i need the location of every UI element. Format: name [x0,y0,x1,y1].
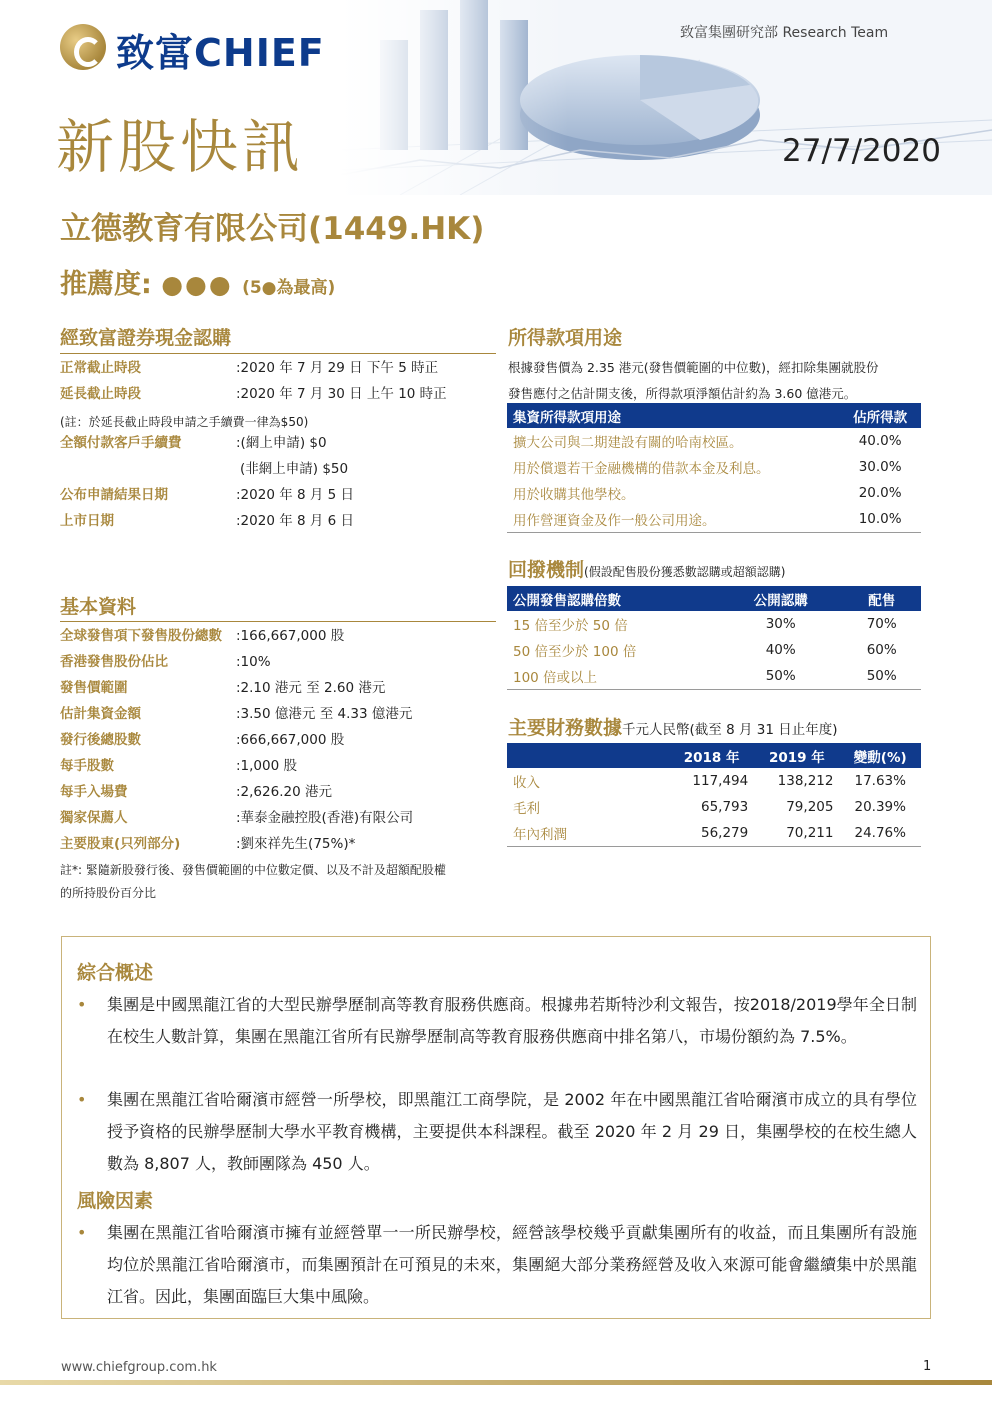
cell-times: 100 倍或以上 [507,663,719,690]
item-value: :2020 年 7 月 29 日 下午 5 時正 [236,360,439,376]
cell-placing: 50% [842,663,921,690]
list-item [60,623,496,649]
logo-text: 致富CHIEF [116,31,325,75]
basic-info-list [60,623,496,857]
cell-change: 17.63% [854,773,906,789]
item-key: 上市日期 [60,513,114,529]
clawback-subheading: (假設配售股份獲悉數認購或超額認購) [584,565,786,579]
list-item [60,508,496,534]
table-row [507,506,921,533]
item-key: 全球發售項下發售股份總數 [60,628,222,644]
cell-2019: 70,211 [754,820,839,847]
item-value: (非網上申請) $50 [240,461,349,477]
cell-item: 收入 [513,775,540,791]
clawback-table [507,586,921,690]
cell-2019: 138,212 [777,773,834,789]
subscription-heading: 經致富證券現金認購 [60,327,232,349]
overview-heading: 綜合概述 [77,962,154,984]
table-row [507,637,921,663]
item-key: 估計集資金額 [60,706,141,722]
item-key: 每手股數 [60,758,114,774]
cell-times: 15 倍至少於 50 倍 [513,618,628,634]
item-value: :華泰金融控股(香港)有限公司 [236,810,414,826]
cell-pct: 40.0% [858,433,902,449]
list-item [60,727,496,753]
cell-public: 40% [765,642,796,658]
item-key: 正常截止時段 [60,360,141,376]
cell-change: 24.76% [839,820,921,847]
logo-icon [60,24,106,70]
financials-heading: 主要財務數據 [508,717,623,739]
item-value: :2020 年 7 月 30 日 上午 10 時正 [236,386,447,402]
cell-times: 50 倍至少於 100 倍 [513,644,637,660]
item-value: :1,000 股 [236,758,297,774]
clawback-heading-row [508,555,785,582]
table-row [507,428,921,454]
list-item [60,753,496,779]
item-key: 發售價範圍 [60,680,128,696]
cell-placing: 70% [866,616,897,632]
divider [60,621,496,622]
table-header-row [507,586,921,611]
divider [60,353,496,354]
cell-placing: 60% [866,642,897,658]
shareholder-note-line1: 註*: 緊隨新股發行後、發售價範圍的中位數定價、以及不計及超額配股權 [60,863,446,877]
item-key: 延長截止時段 [60,386,141,402]
item-value: :2,626.20 港元 [236,784,332,800]
list-item [60,430,496,456]
list-item [60,456,496,482]
item-key: 主要股東(只列部分) [60,836,181,852]
table-row [507,820,921,847]
table-row [507,663,921,690]
table-row [507,480,921,506]
proceeds-table [507,403,921,533]
list-item [60,649,496,675]
list-item [60,831,496,857]
clawback-heading: 回撥機制 [508,559,585,581]
basic-info-heading: 基本資料 [60,596,137,618]
col-header-2018: 2018 年 [669,743,754,768]
cell-item: 毛利 [513,801,540,817]
financials-heading-row [508,713,837,740]
item-value: :10% [236,654,271,670]
table-row [507,611,921,637]
list-item [60,779,496,805]
cell-use: 用於償還若干金融機構的借款本金及利息。 [513,461,770,477]
research-team-label: 致富集團研究部 Research Team [680,25,889,41]
footer-bar [0,1380,992,1385]
list-item [60,381,496,407]
item-value: :2020 年 8 月 5 日 [236,487,355,503]
col-header-2019: 2019 年 [754,743,839,768]
item-value: :2020 年 8 月 6 日 [236,513,355,529]
table-row [507,768,921,794]
cell-use: 用作營運資金及作一般公司用途。 [507,506,839,533]
cell-2018: 117,494 [692,773,749,789]
list-item [60,675,496,701]
cell-2019: 79,205 [786,799,834,815]
item-value: :166,667,000 股 [236,628,345,644]
col-header-pct: 佔所得款 [839,403,921,428]
cell-2018: 56,279 [669,820,754,847]
rating-label: 推薦度: [60,269,152,300]
table-row [507,454,921,480]
risk-bullet: • 集團在黑龍江省哈爾濱市擁有並經營單一一所民辦學校，經營該學校幾乎貢獻集團所有的收益，而且集團所有設施均位於黑龍江省哈爾濱市，而集團預計在可預見的未來，集團絕大部分業務經營及收入來源可能會繼續集中於黑龍江省。因此，集團面臨巨大集中風險。 [107,1217,917,1313]
subscription-list [60,355,496,545]
series-title: 新股快訊 [56,113,305,181]
col-header-placing: 配售 [842,586,921,611]
financials-subheading: 千元人民幣(截至 8 月 31 日止年度) [622,722,838,738]
risk-heading: 風險因素 [77,1190,154,1212]
item-value: :(網上申請) $0 [236,435,327,451]
col-header-public: 公開認購 [719,586,842,611]
list-item [60,701,496,727]
table-header-row [507,743,921,768]
shareholder-note-line2: 的所持股份百分比 [60,886,157,900]
item-value: :劉來祥先生(75%)* [236,836,356,852]
item-value: :2.10 港元 至 2.60 港元 [236,680,386,696]
proceeds-intro-line2: 發售應付之估計開支後，所得款項淨額估計約為 3.60 億港元。 [508,386,857,401]
company-title: 立德教育有限公司(1449.HK) [60,211,485,247]
overview-bullet: • 集團在黑龍江省哈爾濱市經營一所學校，即黑龍江工商學院，是 2002 年在中國黑龍江省哈爾濱市成立的具有學位授予資格的民辦學歷制大學水平教育機構，主要提供本科課程。截至 2020 年 2 月 29 日，集團學校的在校生總人數為 8,807 人，教師團隊為 450 人。 [107,1084,917,1180]
item-key: 公布申請結果日期 [60,487,168,503]
cell-public: 30% [765,616,796,632]
cell-pct: 20.0% [858,485,902,501]
cell-use: 用於收購其他學校。 [513,487,635,503]
rating-note: (5●為最高) [242,278,336,298]
rating-dots: ●●● [161,270,233,299]
col-header-use: 集資所得款項用途 [507,403,839,428]
col-header-change: 變動(%) [839,743,921,768]
proceeds-heading: 所得款項用途 [508,327,623,349]
list-item [60,805,496,831]
cell-2018: 65,793 [700,799,749,815]
table-row [507,794,921,820]
item-value: :666,667,000 股 [236,732,345,748]
item-key: 獨家保薦人 [60,810,128,826]
financials-table [507,743,921,847]
summary-box [61,936,931,1319]
list-item [60,355,496,381]
col-header-times: 公開發售認購倍數 [507,586,719,611]
item-key: 每手入場費 [60,784,128,800]
table-header-row [507,403,921,428]
item-key: 香港發售股份佔比 [60,654,168,670]
cell-change: 20.39% [854,799,906,815]
fee-note: (註：於延長截止時段申請之手續費一律為$50) [60,415,309,429]
cell-pct: 30.0% [858,459,902,475]
item-value: :3.50 億港元 至 4.33 億港元 [236,706,413,722]
cell-item: 年內利潤 [507,820,669,847]
footer-url[interactable]: www.chiefgroup.com.hk [61,1360,217,1375]
report-date: 27/7/2020 [782,133,941,169]
list-item [60,482,496,508]
rating [60,262,335,301]
cell-pct: 10.0% [839,506,921,533]
item-key: 全額付款客戶手續費 [60,435,182,451]
page-number: 1 [923,1359,932,1374]
col-header-item [507,743,669,768]
overview-bullet: • 集團是中國黑龍江省的大型民辦學歷制高等教育服務供應商。根據弗若斯特沙利文報告，按2018/2019學年全日制在校生人數計算，集團在黑龍江省所有民辦學歷制高等教育服務供應商中排名第八，市場份額約為 7.5%。 [107,989,917,1053]
cell-public: 50% [719,663,842,690]
cell-use: 擴大公司與二期建設有關的哈南校區。 [513,435,743,451]
item-key: 發行後總股數 [60,732,141,748]
proceeds-intro-line1: 根據發售價為 2.35 港元(發售價範圍的中位數)，經扣除集團就股份 [508,360,879,375]
